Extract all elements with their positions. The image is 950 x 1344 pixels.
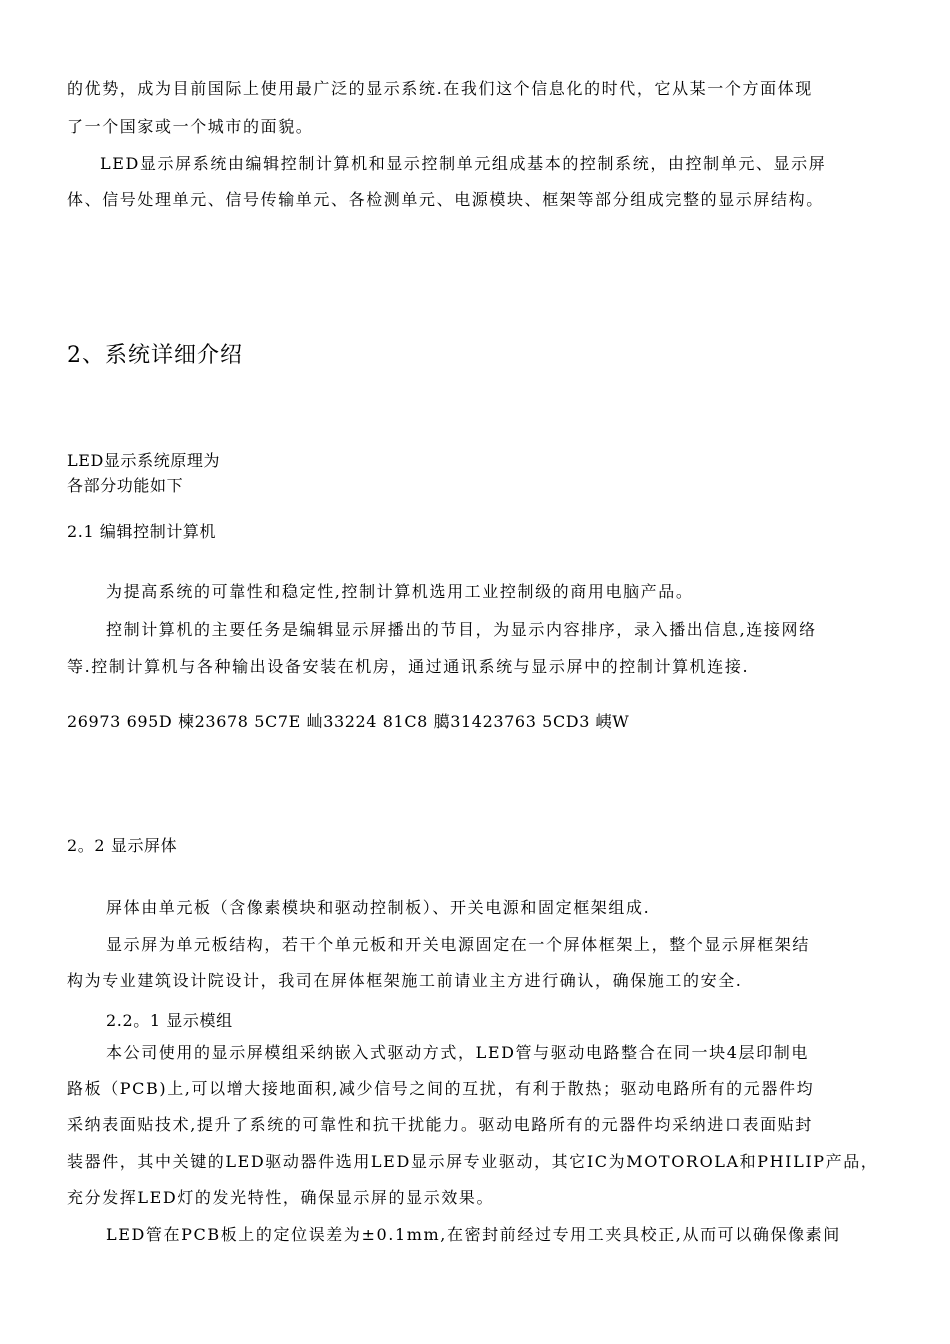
intro-line-4: 体、信号处理单元、信号传输单元、各检测单元、电源模块、框架等部分组成完整的显示屏结构。 [67, 190, 824, 209]
principle-line: LED显示系统原理为 [67, 451, 221, 470]
section-2-heading: 2、系统详细介绍 [67, 343, 243, 368]
section-2-2-1-paragraph-1-line-2: 路板（PCB)上,可以增大接地面积,减少信号之间的互扰，有利于散热；驱动电路所有的元器件均 [67, 1079, 815, 1098]
intro-line-1: 的优势，成为目前国际上使用最广泛的显示系统.在我们这个信息化的时代，它从某一个方面体现 [67, 79, 813, 98]
section-2-2-1-paragraph-1-line-3: 采纳表面贴技术,提升了系统的可靠性和抗干扰能力。驱动电路所有的元器件均采纳进口表面贴封 [67, 1115, 813, 1134]
section-2-2-heading: 2。2 显示屏体 [67, 836, 178, 855]
section-2-2-paragraph-2-line-1: 显示屏为单元板结构，若干个单元板和开关电源固定在一个屏体框架上，整个显示屏框架结 [106, 935, 811, 954]
encoded-text-line: 26973 695D 楝23678 5C7E 屾33224 81C8 臈31423763 5CD3 峓W [67, 712, 630, 731]
section-2-2-1-heading: 2.2。1 显示模组 [106, 1011, 233, 1030]
section-2-2-1-paragraph-2-line-1: LED管在PCB板上的定位误差为±0.1mm,在密封前经过专用工夹具校正,从而可以确保像素间 [106, 1225, 841, 1244]
section-2-2-1-paragraph-1-line-5: 充分发挥LED灯的发光特性，确保显示屏的显示效果。 [67, 1188, 495, 1207]
section-2-2-1-paragraph-1-line-4: 装器件，其中关键的LED驱动器件选用LED显示屏专业驱动，其它IC为MOTOROLA和PHILIP产品， [67, 1152, 879, 1171]
intro-line-2: 了一个国家或一个城市的面貌。 [67, 117, 314, 136]
intro-line-3: LED显示屏系统由编辑控制计算机和显示控制单元组成基本的控制系统，由控制单元、显示屏 [100, 154, 827, 173]
section-2-1-paragraph-2-line-1: 控制计算机的主要任务是编辑显示屏播出的节目，为显示内容排序，录入播出信息,连接网络 [106, 620, 817, 639]
section-2-2-paragraph-2-line-2: 构为专业建筑设计院设计，我司在屏体框架施工前请业主方进行确认，确保施工的安全. [67, 971, 743, 990]
section-2-1-paragraph-2-line-2: 等.控制计算机与各种输出设备安装在机房，通过通讯系统与显示屏中的控制计算机连接. [67, 657, 750, 676]
section-2-2-paragraph-1: 屏体由单元板（含像素模块和驱动控制板）、开关电源和固定框架组成. [106, 898, 651, 917]
section-2-2-1-paragraph-1-line-1: 本公司使用的显示屏模组采纳嵌入式驱动方式，LED管与驱动电路整合在同一块4层印制电 [106, 1043, 809, 1062]
functions-line: 各部分功能如下 [67, 476, 184, 495]
section-2-1-paragraph-1: 为提高系统的可靠性和稳定性,控制计算机选用工业控制级的商用电脑产品。 [106, 582, 694, 601]
section-2-1-heading: 2.1 编辑控制计算机 [67, 522, 217, 541]
